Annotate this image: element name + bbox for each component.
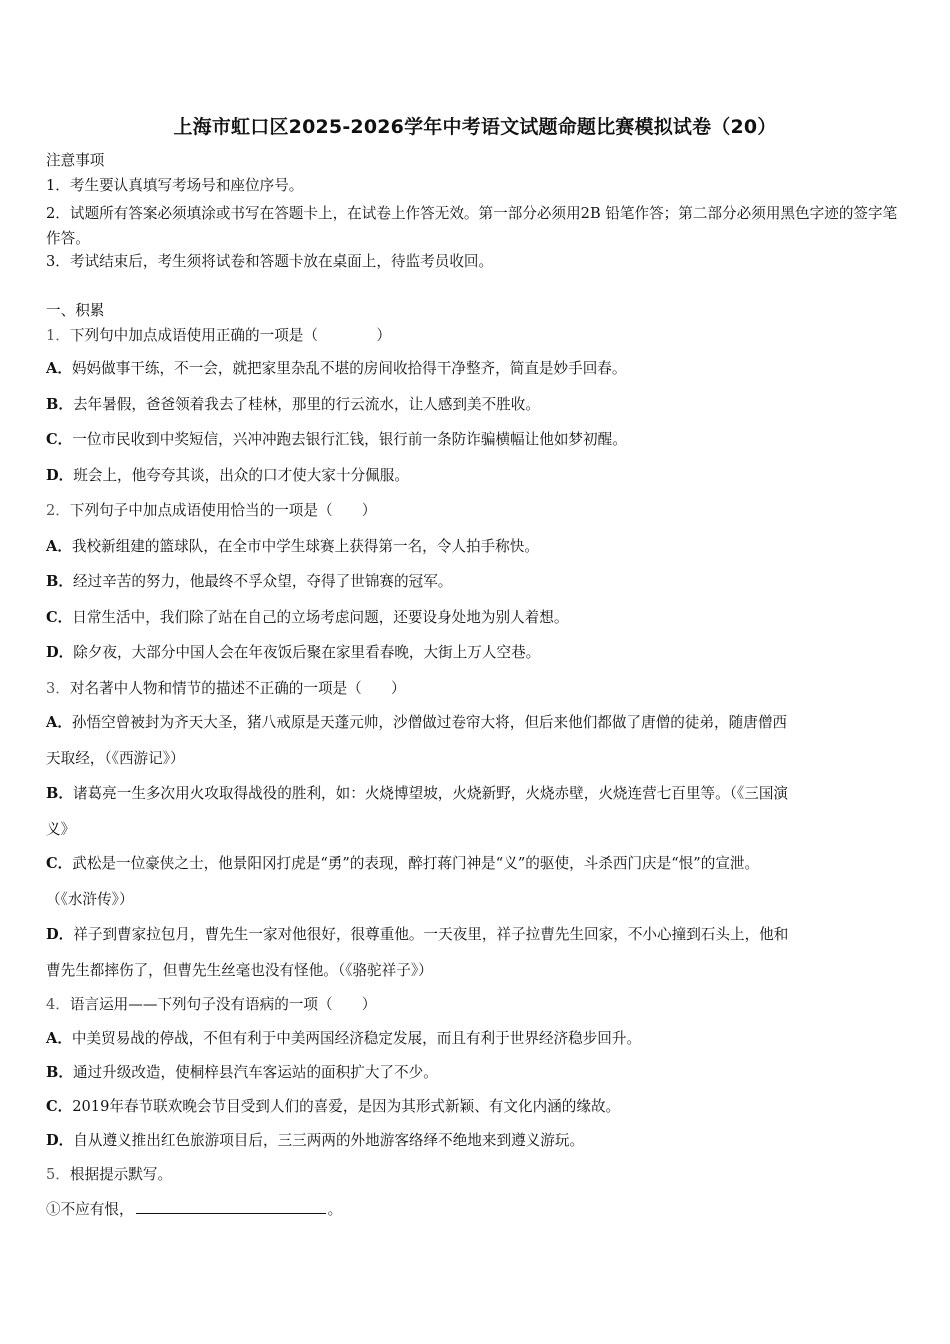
question-number: 5． (46, 1166, 70, 1183)
option-label: D． (46, 467, 74, 484)
question-4-option-d (46, 1131, 908, 1151)
option-label: C． (46, 1098, 73, 1115)
option-text: 经过辛苦的努力，他最终不孚众望，夺得了世锦赛的冠军。 (72, 573, 453, 590)
option-text: 去年暑假，爸爸领着我去了桂林，那里的行云流水，让人感到美不胜收。 (72, 396, 540, 413)
option-label: D． (46, 644, 74, 661)
notice-heading: 注意事项 (46, 152, 105, 169)
question-1-option-c (46, 430, 908, 450)
question-3-option-a (46, 713, 908, 733)
question-number: 3． (46, 680, 70, 697)
question-2-option-c (46, 608, 908, 628)
question-2-option-a (46, 537, 908, 557)
option-text: 日常生活中，我们除了站在自己的立场考虑问题，还要设身处地为别人着想。 (72, 609, 569, 626)
exam-title: 上海市虹口区2025-2026学年中考语文试题命题比赛模拟试卷（20） (173, 116, 777, 138)
option-text: 一位市民收到中奖短信，兴冲冲跑去银行汇钱，银行前一条防诈骗横幅让他如梦初醒。 (72, 431, 627, 448)
question-2-stem (46, 501, 908, 521)
option-label: D． (46, 1132, 74, 1149)
option-text: 中美贸易战的停战，不但有利于中美两国经济稳定发展，而且有利于世界经济稳步回升。 (71, 1030, 642, 1047)
question-stem: 对名著中人物和情节的描述不正确的一项是（ ） (69, 680, 406, 697)
option-label: B． (46, 785, 73, 802)
question-number: 2． (46, 502, 70, 519)
question-stem: 根据提示默写。 (69, 1166, 173, 1183)
option-label: D． (46, 926, 74, 943)
section-heading: 一、积累 (46, 302, 105, 319)
question-1-stem (46, 326, 908, 346)
answer-blank[interactable] (136, 1199, 326, 1214)
question-4-stem (46, 995, 908, 1015)
question-3-option-b (46, 784, 908, 804)
question-stem: 下列句中加点成语使用正确的一项是（ ） (69, 327, 391, 344)
question-4-option-c (46, 1097, 908, 1117)
option-text: 自从遵义推出红色旅游项目后，三三两两的外地游客络绎不绝地来到遵义游玩。 (73, 1132, 585, 1149)
option-text: 祥子到曹家拉包月，曹先生一家对他很好，很尊重他。一天夜里，祥子拉曹先生回家，不小心撞到石头上，他和 (73, 926, 789, 943)
option-label: A． (46, 714, 72, 731)
notice-item-1: 1．考生要认真填写考场号和座位序号。 (46, 177, 304, 194)
question-2-option-d (46, 643, 908, 663)
question-3-option-d (46, 925, 908, 945)
option-label: C． (46, 431, 73, 448)
option-text: 班会上，他夸夸其谈，出众的口才使大家十分佩服。 (73, 467, 409, 484)
option-text: 通过升级改造，使桐梓县汽车客运站的面积扩大了不少。 (72, 1064, 438, 1081)
option-label: B． (46, 396, 73, 413)
question-4-option-a (46, 1029, 908, 1049)
option-label: A． (46, 1030, 72, 1047)
option-label: A． (46, 360, 72, 377)
option-label: B． (46, 573, 73, 590)
question-2-option-b (46, 572, 908, 592)
option-text: 孙悟空曾被封为齐天大圣，猪八戒原是天蓬元帅，沙僧做过卷帘大将，但后来他们都做了唐僧的徒弟，随唐僧西 (71, 714, 788, 731)
option-label: A． (46, 538, 72, 555)
question-number: 4． (46, 996, 70, 1013)
option-label: C． (46, 855, 73, 872)
fill-lead-text: ①不应有恨， (46, 1201, 134, 1218)
question-1-option-d (46, 466, 908, 486)
option-text: 除夕夜，大部分中国人会在年夜饭后聚在家里看春晚，大街上万人空巷。 (73, 644, 541, 661)
option-text: 我校新组建的篮球队，在全市中学生球赛上获得第一名，令人拍手称快。 (71, 538, 539, 555)
question-1-option-b (46, 395, 908, 415)
option-label: C． (46, 609, 73, 626)
question-3-option-c (46, 854, 908, 874)
question-5-stem (46, 1165, 908, 1185)
question-4-option-b (46, 1063, 908, 1083)
question-3-option-a-continued: 天取经，（《西游记》） (46, 750, 185, 767)
question-3-option-d-continued: 曹先生都摔伤了，但曹先生丝毫也没有怪他。（《骆驼祥子》） (46, 962, 433, 979)
notice-item-2: 2．试题所有答案必须填涂或书写在答题卡上，在试卷上作答无效。第一部分必须用2B 铅笔作答；第二部分必须用黑色字迹的签字笔作答。 (46, 205, 898, 247)
question-3-option-c-continued: （《水浒传》） (46, 891, 134, 908)
option-text: 妈妈做事干练，不一会，就把家里杂乱不堪的房间收拾得干净整齐，简直是妙手回春。 (71, 360, 627, 377)
notice-item-3: 3．考试结束后，考生须将试卷和答题卡放在桌面上，待监考员收回。 (46, 253, 494, 270)
question-number: 1． (46, 327, 70, 344)
option-text: 2019年春节联欢晚会节目受到人们的喜爱，是因为其形式新颖、有文化内涵的缘故。 (72, 1098, 621, 1115)
question-stem: 语言运用——下列句子没有语病的一项（ ） (69, 996, 377, 1013)
question-stem: 下列句子中加点成语使用恰当的一项是（ ） (69, 502, 377, 519)
option-text: 诸葛亮一生多次用火攻取得战役的胜利，如：火烧博望坡，火烧新野，火烧赤壁，火烧连营七百里等。（《三国演 (72, 785, 789, 802)
question-1-option-a (46, 359, 908, 379)
question-5-fill-line (46, 1199, 908, 1220)
option-label: B． (46, 1064, 73, 1081)
question-3-option-b-continued: 义》 (46, 821, 76, 838)
option-text: 武松是一位豪侠之士，他景阳冈打虎是“勇”的表现，醉打蒋门神是“义”的驱使，斗杀西门庆是“恨”的宣泄。 (72, 855, 760, 872)
question-3-stem (46, 679, 908, 699)
fill-tail-text: 。 (327, 1201, 343, 1218)
